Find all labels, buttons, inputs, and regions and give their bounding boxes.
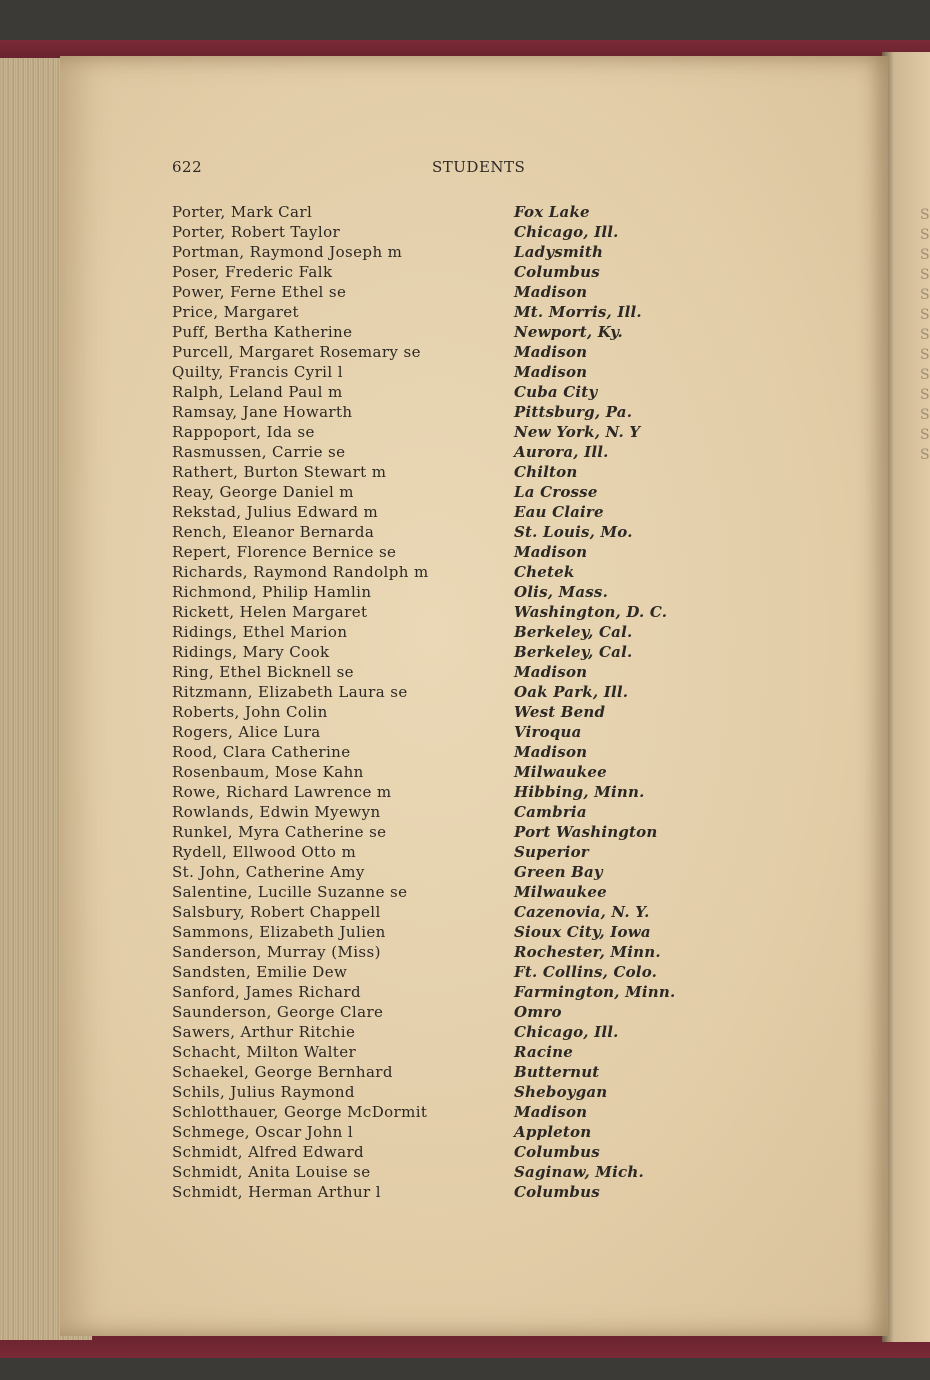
student-name: Purcell, Margaret Rosemary se — [172, 343, 421, 361]
student-name: Rydell, Ellwood Otto m — [172, 843, 357, 861]
student-hometown: Madison — [514, 743, 588, 761]
student-hometown: Ladysmith — [514, 243, 604, 261]
student-hometown: Rochester, Minn. — [514, 943, 661, 961]
student-name: Runkel, Myra Catherine se — [172, 823, 387, 841]
student-name: Saunderson, George Clare — [172, 1003, 384, 1021]
edge-letter: S — [920, 387, 930, 403]
edge-letter: S — [920, 327, 930, 343]
student-entry — [172, 402, 692, 422]
student-entry — [172, 202, 692, 222]
student-entry — [172, 282, 692, 302]
student-hometown: Madison — [514, 543, 588, 561]
student-entry — [172, 502, 692, 522]
facing-page-edge — [920, 205, 930, 465]
student-entry — [172, 882, 692, 902]
edge-letter: S — [920, 427, 930, 443]
student-hometown: Washington, D. C. — [514, 603, 668, 621]
student-entry — [172, 622, 692, 642]
student-name: Rench, Eleanor Bernarda — [172, 523, 375, 541]
student-entry — [172, 222, 692, 242]
student-name: Rathert, Burton Stewart m — [172, 463, 387, 481]
student-hometown: New York, N. Y — [514, 423, 641, 441]
student-hometown: Madison — [514, 283, 588, 301]
student-name: Schmidt, Alfred Edward — [172, 1143, 365, 1161]
student-entry — [172, 642, 692, 662]
student-name: Rowe, Richard Lawrence m — [172, 783, 392, 801]
student-entry — [172, 722, 692, 742]
student-hometown: Butternut — [514, 1063, 600, 1081]
student-name: Sammons, Elizabeth Julien — [172, 923, 386, 941]
student-hometown: Racine — [514, 1043, 574, 1061]
edge-letter: S — [920, 267, 930, 283]
student-entry — [172, 742, 692, 762]
edge-letter: S — [920, 207, 930, 223]
student-entry — [172, 862, 692, 882]
student-hometown: Hibbing, Minn. — [514, 783, 645, 801]
student-hometown: Milwaukee — [514, 763, 607, 781]
student-hometown: Sheboygan — [514, 1083, 608, 1101]
student-entry — [172, 422, 692, 442]
student-hometown: Madison — [514, 1103, 588, 1121]
student-name: Reay, George Daniel m — [172, 483, 354, 501]
student-hometown: Pittsburg, Pa. — [514, 403, 633, 421]
student-name: Rood, Clara Catherine — [172, 743, 351, 761]
student-name: Quilty, Francis Cyril l — [172, 363, 343, 381]
student-hometown: Sioux City, Iowa — [514, 923, 651, 941]
student-entry — [172, 562, 692, 582]
student-hometown: Cazenovia, N. Y. — [514, 903, 650, 921]
student-entry — [172, 982, 692, 1002]
edge-letter: S — [920, 407, 930, 423]
student-entry — [172, 1182, 692, 1202]
student-entry — [172, 662, 692, 682]
edge-letter: S — [920, 287, 930, 303]
student-entry — [172, 382, 692, 402]
student-name: Sawers, Arthur Ritchie — [172, 1023, 356, 1041]
student-name: Sanderson, Murray (Miss) — [172, 943, 381, 961]
student-hometown: Cambria — [514, 803, 587, 821]
student-entry — [172, 522, 692, 542]
student-name: Richards, Raymond Randolph m — [172, 563, 429, 581]
student-entry — [172, 242, 692, 262]
student-hometown: Oak Park, Ill. — [514, 683, 629, 701]
student-name: Schaekel, George Bernhard — [172, 1063, 393, 1081]
student-name: Sandsten, Emilie Dew — [172, 963, 348, 981]
student-hometown: Eau Claire — [514, 503, 604, 521]
student-hometown: Madison — [514, 343, 588, 361]
student-name: St. John, Catherine Amy — [172, 863, 365, 881]
student-hometown: Milwaukee — [514, 883, 607, 901]
student-entry — [172, 542, 692, 562]
student-hometown: Newport, Ky. — [514, 323, 623, 341]
student-name: Puff, Bertha Katherine — [172, 323, 353, 341]
student-hometown: Green Bay — [514, 863, 603, 881]
student-name: Repert, Florence Bernice se — [172, 543, 397, 561]
student-name: Rekstad, Julius Edward m — [172, 503, 379, 521]
student-hometown: Madison — [514, 363, 588, 381]
student-name: Ritzmann, Elizabeth Laura se — [172, 683, 408, 701]
student-hometown: Cuba City — [514, 383, 598, 401]
student-name: Schlotthauer, George McDormit — [172, 1103, 428, 1121]
student-name: Portman, Raymond Joseph m — [172, 243, 403, 261]
student-entry — [172, 902, 692, 922]
student-hometown: Columbus — [514, 263, 600, 281]
student-hometown: Chilton — [514, 463, 578, 481]
student-name: Poser, Frederic Falk — [172, 263, 333, 281]
page-header — [172, 158, 692, 180]
student-hometown: Farmington, Minn. — [514, 983, 676, 1001]
student-hometown: Appleton — [514, 1123, 592, 1141]
student-entry — [172, 1062, 692, 1082]
student-entry — [172, 602, 692, 622]
student-entry — [172, 362, 692, 382]
edge-letter: S — [920, 367, 930, 383]
student-hometown: Viroqua — [514, 723, 582, 741]
student-hometown: Saginaw, Mich. — [514, 1163, 644, 1181]
student-entry — [172, 262, 692, 282]
student-hometown: Berkeley, Cal. — [514, 623, 633, 641]
student-hometown: Aurora, Ill. — [514, 443, 609, 461]
student-entry — [172, 582, 692, 602]
student-entry — [172, 842, 692, 862]
student-entry — [172, 702, 692, 722]
student-name: Ridings, Mary Cook — [172, 643, 330, 661]
student-entry — [172, 322, 692, 342]
student-name: Richmond, Philip Hamlin — [172, 583, 372, 601]
student-name: Rowlands, Edwin Myewyn — [172, 803, 381, 821]
student-hometown: Superior — [514, 843, 589, 861]
student-name: Rosenbaum, Mose Kahn — [172, 763, 364, 781]
student-hometown: Columbus — [514, 1183, 600, 1201]
student-hometown: Chicago, Ill. — [514, 223, 619, 241]
student-name: Schmege, Oscar John l — [172, 1123, 354, 1141]
student-entry — [172, 942, 692, 962]
edge-letter: S — [920, 447, 930, 463]
student-entry — [172, 342, 692, 362]
edge-letter: S — [920, 247, 930, 263]
student-entry — [172, 1082, 692, 1102]
student-hometown: Port Washington — [514, 823, 658, 841]
student-entry — [172, 302, 692, 322]
student-name: Sanford, James Richard — [172, 983, 361, 1001]
student-entry — [172, 1122, 692, 1142]
student-hometown: Chetek — [514, 563, 575, 581]
student-name: Porter, Mark Carl — [172, 203, 313, 221]
student-name: Rasmussen, Carrie se — [172, 443, 346, 461]
student-entry — [172, 682, 692, 702]
student-hometown: St. Louis, Mo. — [514, 523, 633, 541]
running-head: STUDENTS — [432, 158, 526, 176]
student-name: Ralph, Leland Paul m — [172, 383, 343, 401]
student-entry — [172, 822, 692, 842]
student-name: Power, Ferne Ethel se — [172, 283, 347, 301]
edge-letter: S — [920, 227, 930, 243]
student-name: Ridings, Ethel Marion — [172, 623, 348, 641]
student-entry — [172, 1022, 692, 1042]
student-name: Salentine, Lucille Suzanne se — [172, 883, 408, 901]
student-hometown: Omro — [514, 1003, 562, 1021]
student-entry — [172, 762, 692, 782]
student-name: Rogers, Alice Lura — [172, 723, 321, 741]
student-entry — [172, 462, 692, 482]
student-hometown: Columbus — [514, 1143, 600, 1161]
student-hometown: Mt. Morris, Ill. — [514, 303, 642, 321]
edge-letter: S — [920, 347, 930, 363]
student-entry — [172, 922, 692, 942]
student-hometown: West Bend — [514, 703, 606, 721]
student-name: Salsbury, Robert Chappell — [172, 903, 381, 921]
student-name: Schacht, Milton Walter — [172, 1043, 357, 1061]
student-hometown: Fox Lake — [514, 203, 590, 221]
edge-letter: S — [920, 307, 930, 323]
student-entry — [172, 482, 692, 502]
student-name: Price, Margaret — [172, 303, 299, 321]
student-list — [172, 202, 692, 1202]
student-hometown: Olis, Mass. — [514, 583, 608, 601]
student-name: Ring, Ethel Bicknell se — [172, 663, 354, 681]
student-name: Roberts, John Colin — [172, 703, 328, 721]
student-hometown: Madison — [514, 663, 588, 681]
student-entry — [172, 802, 692, 822]
student-name: Schmidt, Anita Louise se — [172, 1163, 371, 1181]
student-name: Schils, Julius Raymond — [172, 1083, 355, 1101]
page-number: 622 — [172, 158, 203, 176]
student-entry — [172, 1162, 692, 1182]
student-hometown: Ft. Collins, Colo. — [514, 963, 658, 981]
student-name: Rickett, Helen Margaret — [172, 603, 368, 621]
student-hometown: Berkeley, Cal. — [514, 643, 633, 661]
student-entry — [172, 1042, 692, 1062]
student-entry — [172, 1142, 692, 1162]
student-name: Rappoport, Ida se — [172, 423, 315, 441]
student-name: Ramsay, Jane Howarth — [172, 403, 353, 421]
student-entry — [172, 782, 692, 802]
student-name: Schmidt, Herman Arthur l — [172, 1183, 381, 1201]
student-entry — [172, 1102, 692, 1122]
student-entry — [172, 442, 692, 462]
student-entry — [172, 962, 692, 982]
student-hometown: La Crosse — [514, 483, 598, 501]
student-name: Porter, Robert Taylor — [172, 223, 341, 241]
student-hometown: Chicago, Ill. — [514, 1023, 619, 1041]
student-entry — [172, 1002, 692, 1022]
